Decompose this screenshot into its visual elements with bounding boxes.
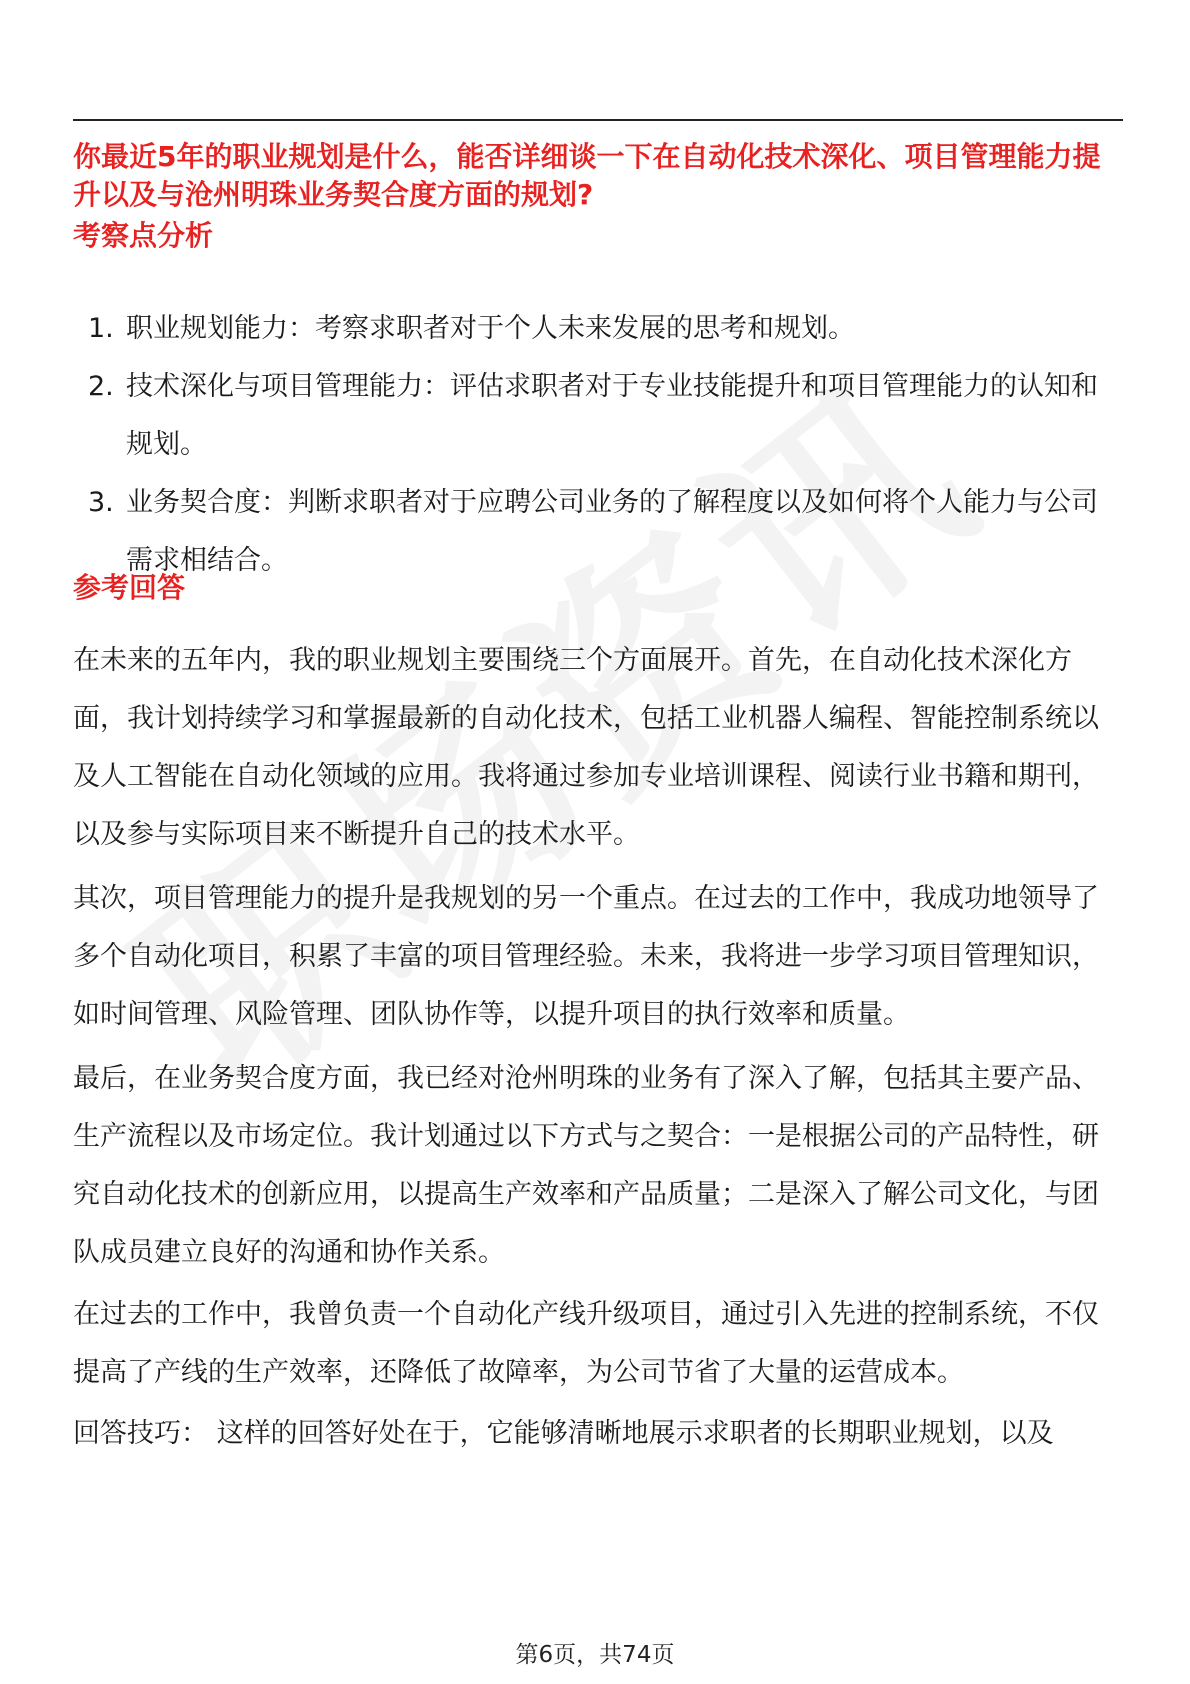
list-item-text: 技术深化与项目管理能力：评估求职者对于专业技能提升和项目管理能力的认知和规划。 [126,371,1098,460]
answer-paragraph: 最后，在业务契合度方面，我已经对沧州明珠的业务有了深入了解，包括其主要产品、生产流程以及市场定位。我计划通过以下方式与之契合：一是根据公司的产品特性，研究自动化技术的创新应用，以提高生产效率和产品质量；二是深入了解公司文化，与团队成员建立良好的沟通和协作关系。 [73,1063,1099,1268]
answer-paragraph: 在未来的五年内，我的职业规划主要围绕三个方面展开。首先，在自动化技术深化方面，我计划持续学习和掌握最新的自动化技术，包括工业机器人编程、智能控制系统以及人工智能在自动化领域的应用。我将通过参加专业培训课程、阅读行业书籍和期刊，以及参与实际项目来不断提升自己的技术水平。 [73,645,1099,850]
analysis-heading: 考察点分析 [73,219,214,252]
list-item [73,474,1123,590]
answer-tip: 回答技巧： 这样的回答好处在于，它能够清晰地展示求职者的长期职业规划，以及 [73,1418,1054,1449]
list-item [73,300,1123,358]
interview-question: 你最近5年的职业规划是什么，能否详细谈一下在自动化技术深化、项目管理能力提升以及与沧州明珠业务契合度方面的规划? [73,140,1101,211]
list-item-number: 2. [88,371,114,402]
answer-paragraph: 在过去的工作中，我曾负责一个自动化产线升级项目，通过引入先进的控制系统，不仅提高了产线的生产效率，还降低了故障率，为公司节省了大量的运营成本。 [73,1299,1099,1388]
top-divider [73,119,1123,121]
list-item [73,358,1123,474]
list-item-number: 3. [88,487,114,518]
list-item-text: 职业规划能力：考察求职者对于个人未来发展的思考和规划。 [126,313,855,344]
answer-paragraph: 其次，项目管理能力的提升是我规划的另一个重点。在过去的工作中，我成功地领导了多个自动化项目，积累了丰富的项目管理经验。未来，我将进一步学习项目管理知识，如时间管理、风险管理、团队协作等，以提升项目的执行效率和质量。 [73,883,1099,1030]
analysis-list [73,300,1123,590]
list-item-text: 业务契合度：判断求职者对于应聘公司业务的了解程度以及如何将个人能力与公司需求相结合。 [126,487,1098,576]
list-item-number: 1. [88,313,114,344]
answer-heading: 参考回答 [73,571,186,604]
page-number: 第6页，共74页 [515,1642,675,1668]
